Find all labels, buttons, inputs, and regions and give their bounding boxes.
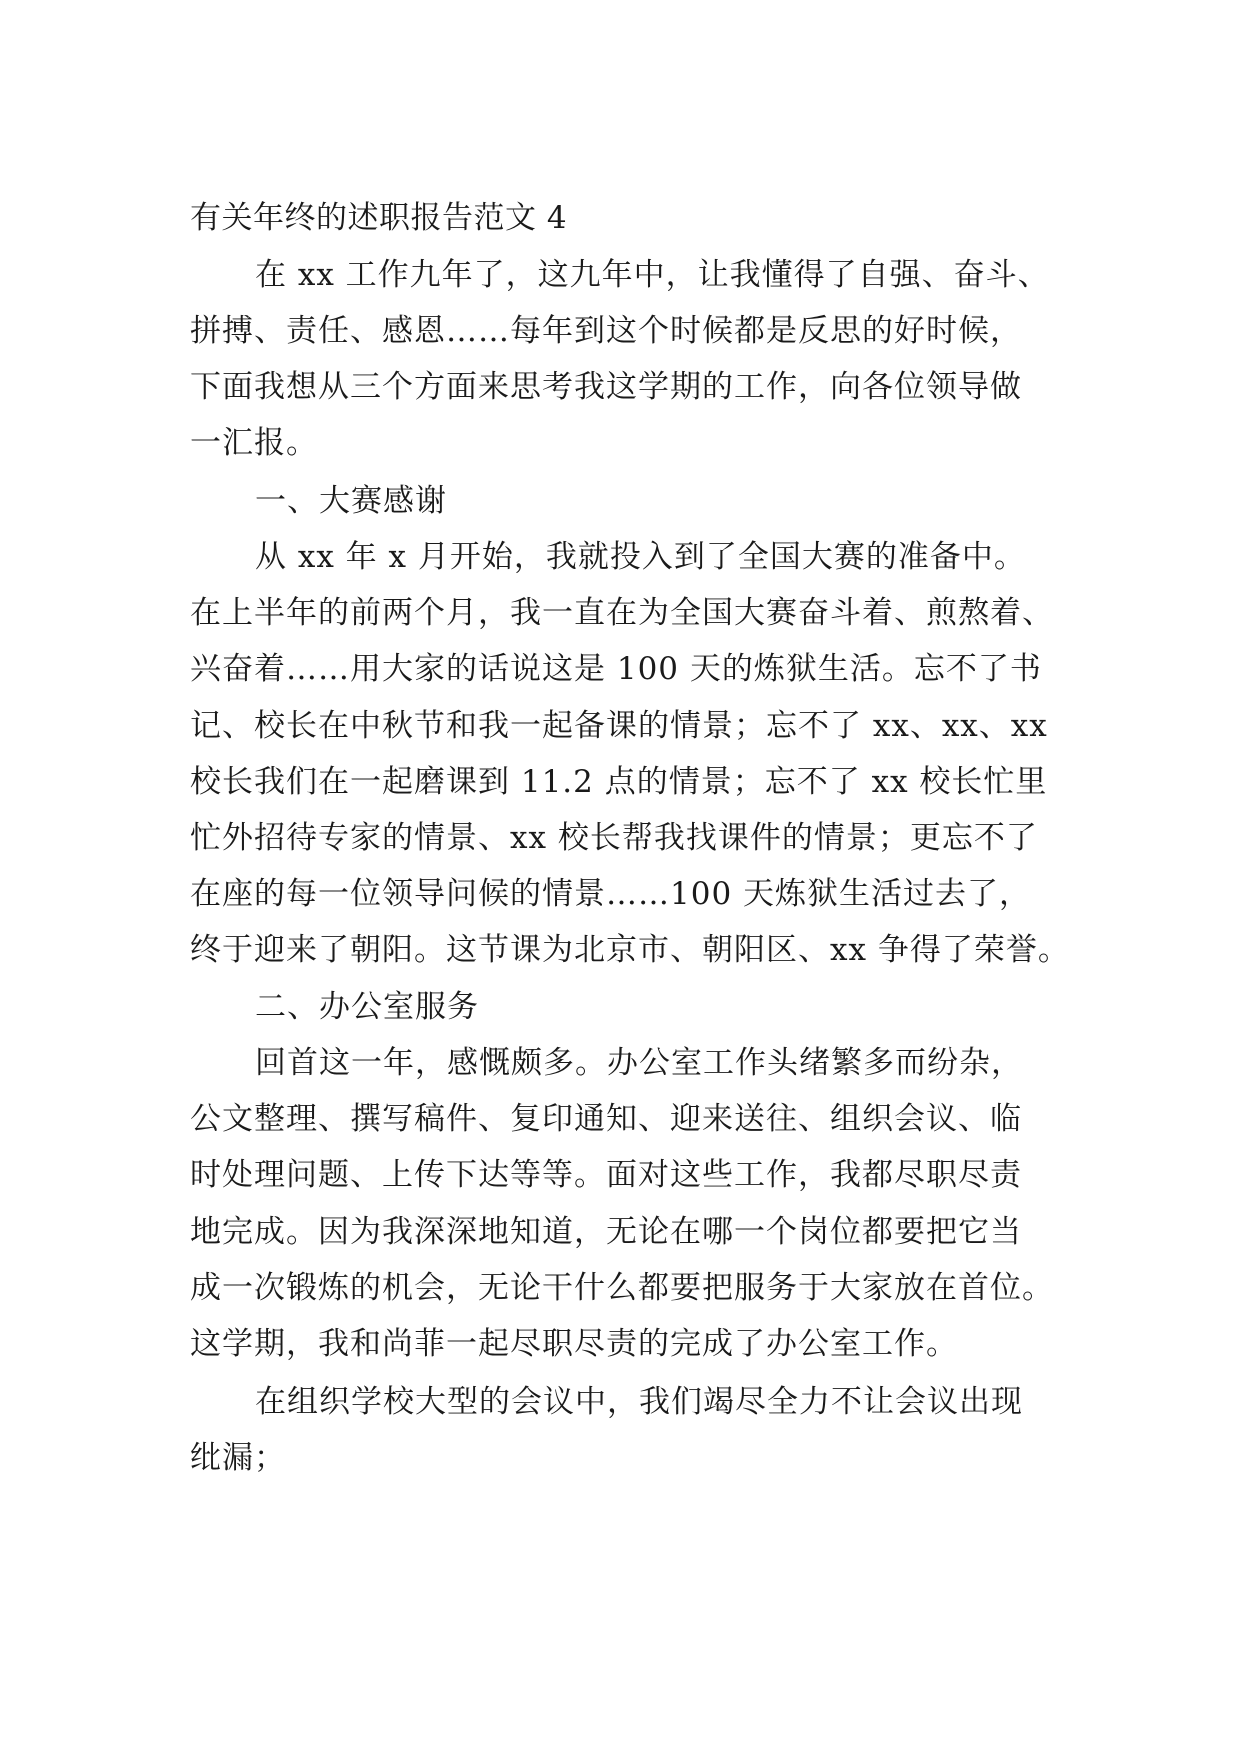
paragraph-line: 下面我想从三个方面来思考我这学期的工作，向各位领导做 [190, 369, 1022, 405]
paragraph-line: 校长我们在一起磨课到 11.2 点的情景；忘不了 xx 校长忙里 [190, 764, 1048, 800]
document-title: 有关年终的述职报告范文 4 [190, 200, 568, 236]
section-heading: 二、办公室服务 [255, 989, 479, 1025]
section-heading: 一、大赛感谢 [255, 483, 447, 519]
paragraph-line: 一汇报。 [190, 425, 318, 461]
paragraph-line: 纰漏； [190, 1440, 286, 1476]
paragraph-line: 成一次锻炼的机会，无论干什么都要把服务于大家放在首位。 [190, 1270, 1054, 1306]
paragraph-line: 从 xx 年 x 月开始，我就投入到了全国大赛的准备中。 [255, 539, 1026, 575]
paragraph-line: 时处理问题、上传下达等等。面对这些工作，我都尽职尽责 [190, 1157, 1022, 1193]
paragraph-line: 忙外招待专家的情景、xx 校长帮我找课件的情景；更忘不了 [190, 820, 1038, 856]
paragraph-line: 回首这一年，感慨颇多。办公室工作头绪繁多而纷杂， [255, 1045, 1023, 1081]
paragraph-line: 在组织学校大型的会议中，我们竭尽全力不让会议出现 [255, 1384, 1023, 1420]
paragraph-line: 在上半年的前两个月，我一直在为全国大赛奋斗着、煎熬着、 [190, 595, 1054, 631]
paragraph-line: 在座的每一位领导问候的情景……100 天炼狱生活过去了， [190, 876, 1032, 912]
paragraph-line: 拼搏、责任、感恩……每年到这个时候都是反思的好时候， [190, 313, 1022, 349]
paragraph-line: 兴奋着……用大家的话说这是 100 天的炼狱生活。忘不了书 [190, 651, 1042, 687]
paragraph-line: 这学期，我和尚菲一起尽职尽责的完成了办公室工作。 [190, 1326, 958, 1362]
paragraph-line: 公文整理、撰写稿件、复印通知、迎来送往、组织会议、临 [190, 1101, 1022, 1137]
paragraph-line: 在 xx 工作九年了，这九年中，让我懂得了自强、奋斗、 [255, 257, 1050, 293]
paragraph-line: 终于迎来了朝阳。这节课为北京市、朝阳区、xx 争得了荣誉。 [190, 932, 1070, 968]
paragraph-line: 记、校长在中秋节和我一起备课的情景；忘不了 xx、xx、xx [190, 708, 1048, 744]
paragraph-line: 地完成。因为我深深地知道，无论在哪一个岗位都要把它当 [190, 1214, 1022, 1250]
